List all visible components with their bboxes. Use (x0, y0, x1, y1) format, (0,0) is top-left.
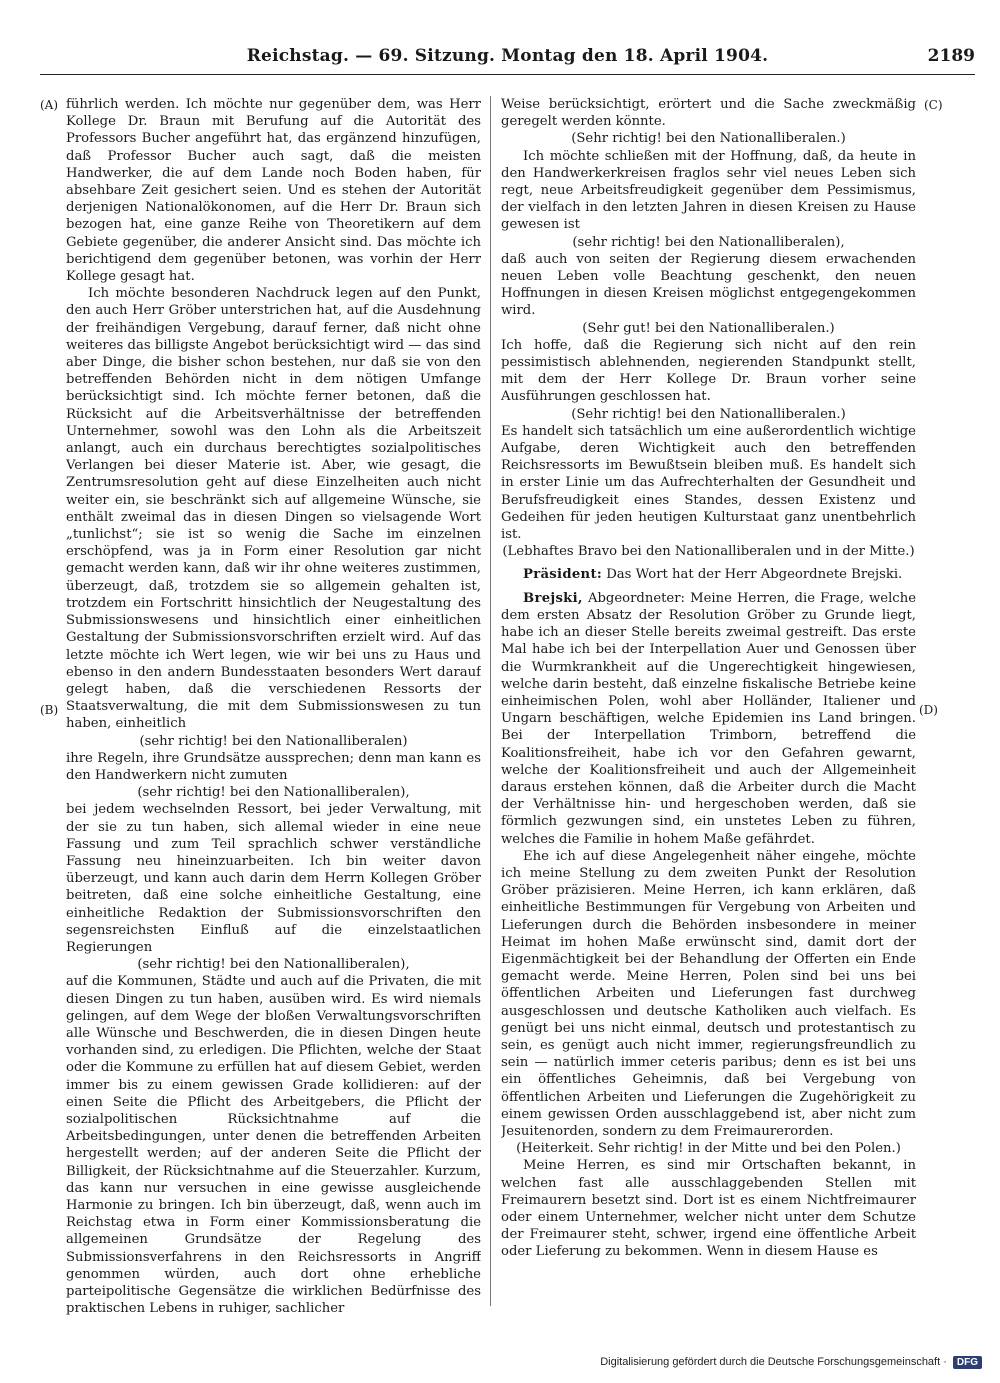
paragraph-text: Ehe ich auf diese Angelegenheit näher eingehe, möchte ich meine Stellung zu dem zweiten Punkt der Resolution Gröber präzisieren. Meine Herren, ich kann erklären, daß einheitliche Bestimmungen für Vergebung von Arbeiten und Lieferungen durch die Behörden insbesondere in meiner Heimat im hohen Maße erwünscht sind, damit dort der Eigenmächtigkeit bei der Behandlung der Offerten ein Ende gemacht werde. Meine Herren, Polen sind bei uns bei öffentlichen Arbeiten und Lieferungen fast durchweg ausgeschlossen und deutsche Katholiken auch vielfach. Es genügt bei uns nicht einmal, deutsch und protestantisch zu sein, es genügt auch nicht immer, regierungsfreundlich zu sein — natürlich immer ceteris paribus; denn es ist bei uns ein öffentliches Geheimnis, daß bei Vergebung von öffentlichen Arbeiten und Lieferungen die Zugehörigkeit zu einem gewissen Orden ausschlaggebend ist, aber nicht zum Jesuitenorden, sondern zu dem Freimaurerorden. (501, 848, 916, 1139)
paragraph-text: Weise berücksichtigt, erörtert und die Sache zweckmäßig geregelt werden könnte. (501, 97, 916, 130)
page-header (40, 40, 975, 75)
paragraph-text: daß auch von seiten der Regierung diesem erwachenden neuen Leben volle Beachtung geschenkt, den neuen Hoffnungen in diesen Kreisen möglichst entgegengekommen wird. (501, 251, 916, 319)
interjection (501, 320, 916, 337)
paragraph-text: (Heiterkeit. Sehr richtig! in der Mitte und bei den Polen.) (516, 1141, 901, 1157)
speaker-paragraph (501, 590, 916, 848)
interjection (501, 406, 916, 423)
margin-marker-b: (B) (40, 703, 59, 717)
interjection (66, 784, 481, 801)
paragraph (501, 251, 916, 320)
paragraph-text: (sehr richtig! bei den Nationalliberalen), (137, 785, 410, 801)
right-column (501, 96, 916, 1316)
speaker-paragraph (501, 566, 916, 583)
paragraph-text: auf die Kommunen, Städte und auch auf die Privaten, die mit diesen Dingen zu tun haben, ausüben wird. Es wird niemals gelingen, auf dem Wege der bloßen Verwaltungsvorschriften alle Wünsche und Beschwerden, die in diesen Dingen heute vorhanden sind, zu erledigen. Die Pflichten, welche der Staat oder die Kommune zu erfüllen hat auf diesem Gebiet, werden immer bis zu einem gewissen Grade kollidieren: auf der einen Seite die Pflicht des Arbeitgebers, die Pflicht der sozialpolitischen Rücksichtnahme auf die Arbeitsbedingungen, unter denen die betreffenden Arbeiten hergestellt werden; auf der anderen Seite die Pflicht der Billigkeit, der Rücksichtnahme auf die Steuerzahler. Kurzum, das kann nur versuchen in eine gewisse ausgleichende Harmonie zu bringen. Ich bin überzeugt, daß, wenn auch im Reichstag etwa in Form einer Kommissionsberatung die allgemeinen Grundsätze der Regelung des Submissionsverfahrens in den Reichsressorts in Angriff genommen würden, auch dort ohne erhebliche parteipolitische Gegensätze die wirklichen Bedürfnisse des praktischen Lebens in ruhiger, sachlicher (66, 974, 481, 1316)
header-title: Reichstag. — 69. Sitzung. Montag den 18. April 1904. (246, 46, 769, 66)
margin-marker-d: (D) (919, 703, 938, 717)
paragraph-text: (sehr richtig! bei den Nationalliberalen), (137, 957, 410, 973)
interjection (501, 234, 916, 251)
footer (600, 1353, 982, 1371)
paragraph-text: Ich möchte schließen mit der Hoffnung, daß, da heute in den Handwerkerkreisen fraglos sehr viel neues Leben sich regt, neue Arbeitsfreudigkeit gegenüber dem Pessimismus, der vielfach in den letzten Jahren in diesen Kreisen zu Hause gewesen ist (501, 148, 916, 233)
paragraph (501, 423, 916, 543)
footer-text: Digitalisierung gefördert durch die Deutsche Forschungsgemeinschaft · (600, 1356, 947, 1368)
paragraph (66, 750, 481, 784)
interjection (501, 1140, 916, 1157)
paragraph-text: Ich hoffe, daß die Regierung sich nicht auf den rein pessimistisch ablehnenden, negierenden Standpunkt stellt, mit dem der Herr Kollege Dr. Braun vorher seine Ausführungen geschlossen hat. (501, 337, 916, 405)
paragraph-text: (Sehr richtig! bei den Nationalliberalen.) (571, 131, 846, 147)
interjection (66, 956, 481, 973)
margin-marker-c: (C) (924, 98, 943, 112)
paragraph (501, 1157, 916, 1260)
margin-marker-a: (A) (40, 98, 59, 112)
paragraph-text: (sehr richtig! bei den Nationalliberalen), (572, 234, 845, 250)
paragraph-text: (Lebhaftes Bravo bei den Nationalliberalen und in der Mitte.) (502, 544, 915, 560)
paragraph-text: Abgeordneter: Meine Herren, die Frage, welche dem ersten Absatz der Resolution Gröber zu Grunde liegt, habe ich an dieser Stelle bereits zweimal gestreift. Das erste Mal habe ich bei der Interpellation Auer und Genossen über die Wurmkrankheit auf die Ungerechtigkeit hingewiesen, welche darin besteht, daß einzelne fiskalische Betriebe keine einheimischen Polen, wohl aber Holländer, Italiener und Ungarn beschäftigen, welche Epidemien ins Land bringen. Bei der Interpellation Trimborn, betreffend die Koalitionsfreiheit, habe ich vor den Gefahren gewarnt, welche der Koalitionsfreiheit und auch der Allgemeinheit daraus erstehen können, daß die Arbeiter durch die Macht der Verhältnisse hin- und hergeschoben werden, daß sie förmlich gezwungen sind, ein unstetes Leben zu führen, welches die Familie in hohem Maße gefährdet. (501, 590, 916, 847)
speaker-name: Präsident: (523, 567, 603, 583)
paragraph (66, 285, 481, 732)
paragraph (501, 337, 916, 406)
paragraph (66, 801, 481, 956)
paragraph-text: Das Wort hat der Herr Abgeordnete Brejski. (602, 567, 903, 583)
interjection (501, 130, 916, 147)
paragraph-text: führlich werden. Ich möchte nur gegenüber dem, was Herr Kollege Dr. Braun mit Berufung auf die Autorität des Professors Bucher angeführt hat, das ergänzend hinzufügen, daß Professor Bucher auch sagt, daß die meisten Handwerker, die auf dem Lande noch Boden haben, für absehbare Zeit gesichert seien. Und es stehen der Autorität derjenigen Nationalökonomen, auf die Herr Dr. Braun sich bezogen hat, eine ganze Reihe von Theoretikern auf dem Gebiete gegenüber, die anderer Ansicht sind. Das möchte ich berichtigend dem gegenüber betonen, was vorhin der Herr Kollege gesagt hat. (66, 97, 481, 285)
speaker-name: Brejski, (523, 590, 583, 606)
paragraph (66, 973, 481, 1316)
paragraph (501, 148, 916, 234)
paragraph (501, 848, 916, 1140)
paragraph-text: (sehr richtig! bei den Nationalliberalen) (139, 733, 408, 749)
paragraph (501, 96, 916, 130)
paragraph-text: (Sehr gut! bei den Nationalliberalen.) (582, 320, 835, 336)
interjection (66, 733, 481, 750)
paragraph-text: bei jedem wechselnden Ressort, bei jeder Verwaltung, mit der sie zu tun haben, sich allemal wieder in eine neue Fassung und zum Teil sprachlich schwer verständliche Fassung neu hineinzuarbeiten. Ich bin weiter davon überzeugt, und kann auch darin dem Herrn Kollegen Gröber beitreten, daß eine solche einheitliche Gestaltung, eine einheitliche Redaktion der Submissionsvorschriften den segensreichsten Einfluß auf die einzelstaatlichen Regierungen (66, 802, 481, 955)
paragraph-text: ihre Regeln, ihre Grundsätze aussprechen; denn man kann es den Handwerkern nicht zumuten (66, 750, 481, 783)
interjection (501, 543, 916, 560)
paragraph-text: Ich möchte besonderen Nachdruck legen auf den Punkt, den auch Herr Gröber unterstrichen hat, auf die Ausdehnung der freihändigen Vergebung, darauf ferner, daß nicht ohne weiteres das billigste Angebot berücksichtigt wird — das sind aber Dinge, die bisher schon bestehen, nur daß sie von den betreffenden Behörden nicht in dem nötigen Umfange berücksichtigt sind. Ich möchte ferner betonen, daß die Rücksicht auf die Arbeitsverhältnisse der betreffenden Unternehmer, sowohl was den Lohn als die Arbeitszeit anlangt, auch ein durchaus berechtigtes sozialpolitisches Verlangen bei dieser Materie ist. Aber, wie gesagt, die Zentrumsresolution geht auf diese Einzelheiten auch nicht weiter ein, sie beschränkt sich auf allgemeine Wünsche, sie enthält zweimal das in diesen Dingen so vielsagende Wort „tunlichst“; sie ist so wenig die Sache im einzelnen erschöpfend, was ja in Form einer Resolution gar nicht gemacht werden kann, daß wir ihr ohne weiteres zustimmen, überzeugt, daß, trotzdem sie so allgemein gehalten ist, trotzdem ein Fortschritt hinsichtlich der Neugestaltung des Submissionswesens und hinsichtlich einer einheitlichen Gestaltung der Submissionsvorschriften erzielt wird. Auf das letzte möchte ich Wert legen, wie wir bei uns zu Haus und ebenso in den andern Bundesstaaten besonders Wert darauf gelegt haben, daß die verschiedenen Ressorts der Staatsverwaltung, die mit dem Submissionswesen zu tun haben, einheitlich (66, 286, 481, 732)
paragraph (66, 96, 481, 285)
dfg-logo: DFG (953, 1356, 982, 1369)
paragraph-text: Meine Herren, es sind mir Ortschaften bekannt, in welchen fast alle ausschlaggebenden Stellen mit Freimaurern besetzt sind. Dort ist es einem Nichtfreimaurer oder einem Unternehmer, welcher nicht unter dem Schutze der Freimaurer steht, schwer, irgend eine öffentliche Arbeit oder Lieferung zu bekommen. Wenn in diesem Hause es (501, 1158, 916, 1260)
column-divider (490, 96, 491, 1306)
paragraph-text: Es handelt sich tatsächlich um eine außerordentlich wichtige Aufgabe, deren Wichtigkeit auch den betreffenden Reichsressorts im Bewußtsein bleiben muß. Es handelt sich in erster Linie um das Aufrechterhalten der Gesundheit und Berufsfreudigkeit eines Standes, dessen Existenz und Gedeihen für jeden heutigen Kulturstaat ganz unentbehrlich ist. (501, 423, 916, 543)
page-number: 2189 (927, 46, 975, 66)
paragraph-text: (Sehr richtig! bei den Nationalliberalen.) (571, 406, 846, 422)
left-column (66, 96, 481, 1316)
